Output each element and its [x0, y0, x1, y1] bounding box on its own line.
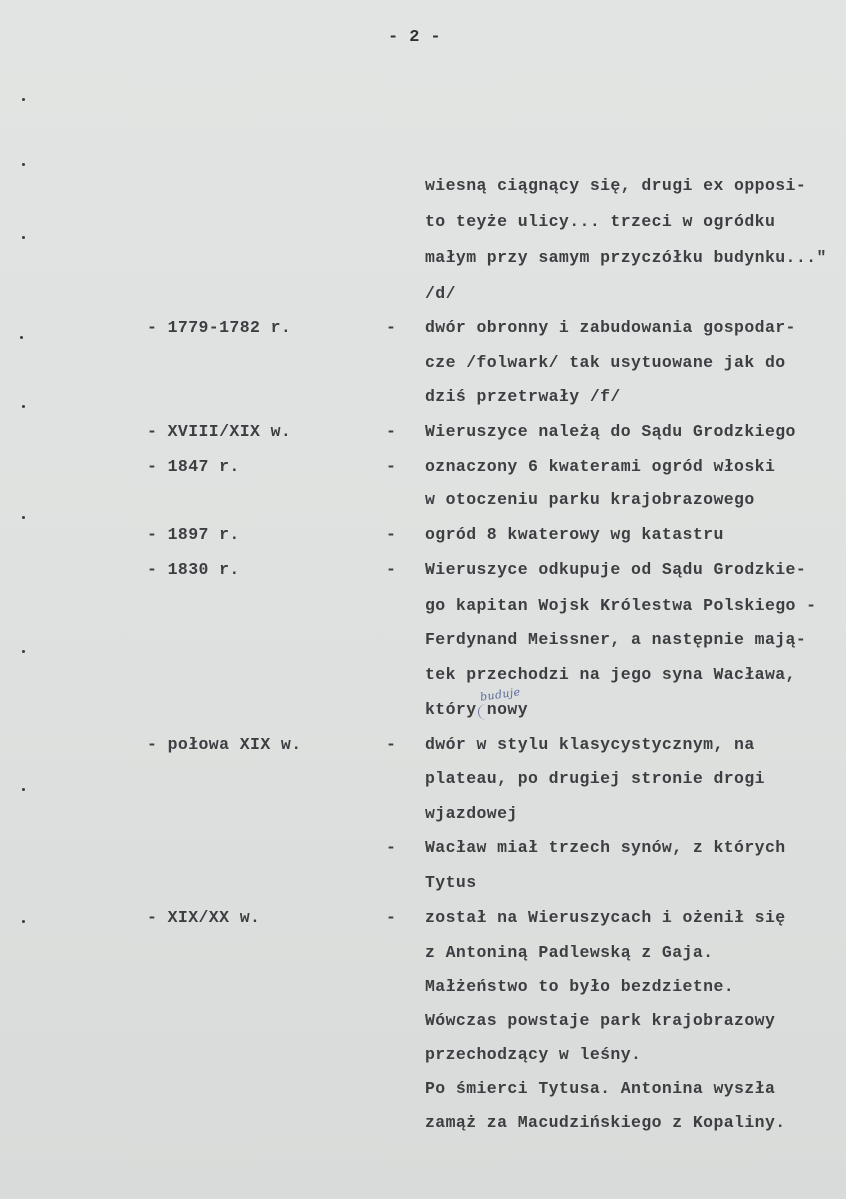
text-line: małym przy samym przyczółku budynku..." [425, 248, 827, 267]
entry-text-line: Ferdynand Meissner, a następnie mają- [425, 630, 807, 649]
margin-speck [22, 788, 25, 791]
entry-date: - 1779-1782 r. [147, 318, 292, 337]
entry-text-line: go kapitan Wojsk Królestwa Polskiego - [425, 596, 817, 615]
entry-text-line: dwór obronny i zabudowania gospodar- [425, 318, 796, 337]
entry-text-line: Wówczas powstaje park krajobrazowy [425, 1011, 776, 1030]
entry-text-line: cze /folwark/ tak usytuowane jak do [425, 353, 786, 372]
margin-speck [22, 650, 25, 653]
entry-dash: - [386, 908, 397, 927]
text-line: to teyże ulicy... trzeci w ogródku [425, 212, 776, 231]
entry-text-line: dziś przetrwały /f/ [425, 387, 621, 406]
text-line: /d/ [425, 284, 456, 303]
entry-text-line: Wieruszyce odkupuje od Sądu Grodzkie- [425, 560, 807, 579]
entry-text-line: z Antoniną Padlewską z Gaja. [425, 943, 714, 962]
entry-dash: - [386, 422, 397, 441]
handwritten-note: buduje [479, 685, 522, 704]
entry-text-line: Tytus [425, 873, 477, 892]
entry-date: - XVIII/XIX w. [147, 422, 292, 441]
entry-text-line: plateau, po drugiej stronie drogi [425, 769, 765, 788]
entry-text-line: wjazdowej [425, 804, 518, 823]
entry-dash: - [386, 457, 397, 476]
margin-speck [22, 920, 25, 923]
entry-dash: - [386, 560, 397, 579]
entry-date: - połowa XIX w. [147, 735, 302, 754]
entry-text-line: Po śmierci Tytusa. Antonina wyszła [425, 1079, 776, 1098]
entry-text-line: dwór w stylu klasycystycznym, na [425, 735, 755, 754]
margin-speck [20, 336, 23, 339]
entry-text-line: zamąż za Macudzińskiego z Kopaliny. [425, 1113, 786, 1132]
entry-text-line: który nowy [425, 700, 529, 719]
text-line: wiesną ciągnący się, drugi ex opposi- [425, 176, 807, 195]
entry-text-line: Małżeństwo to było bezdzietne. [425, 977, 735, 996]
margin-speck [22, 98, 25, 101]
entry-text-line: ogród 8 kwaterowy wg katastru [425, 525, 724, 544]
entry-dash: - [386, 735, 397, 754]
entry-dash: - [386, 838, 397, 857]
margin-speck [22, 405, 25, 408]
entry-text-line: przechodzący w leśny. [425, 1045, 642, 1064]
margin-speck [22, 236, 25, 239]
entry-date: - 1830 r. [147, 560, 240, 579]
margin-speck [22, 516, 25, 519]
entry-dash: - [386, 525, 397, 544]
entry-text-line: w otoczeniu parku krajobrazowego [425, 490, 755, 509]
margin-speck [22, 163, 25, 166]
entry-text-line: Wieruszyce należą do Sądu Grodzkiego [425, 422, 796, 441]
entry-text-line: Wacław miał trzech synów, z których [425, 838, 786, 857]
insertion-mark [478, 704, 489, 720]
entry-text-line: oznaczony 6 kwaterami ogród włoski [425, 457, 776, 476]
entry-date: - 1897 r. [147, 525, 240, 544]
entry-date: - XIX/XX w. [147, 908, 261, 927]
page-number: - 2 - [388, 28, 442, 47]
entry-dash: - [386, 318, 397, 337]
entry-text-line: tek przechodzi na jego syna Wacława, [425, 665, 796, 684]
entry-date: - 1847 r. [147, 457, 240, 476]
entry-text-line: został na Wieruszycach i ożenił się [425, 908, 786, 927]
